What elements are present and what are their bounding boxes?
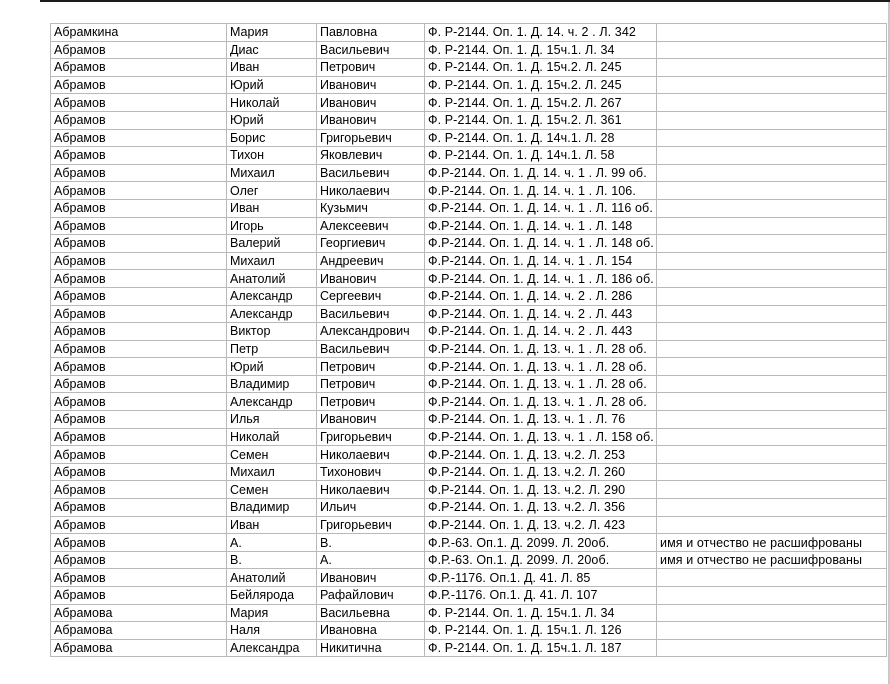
surname-cell: Абрамов bbox=[51, 305, 227, 323]
table-row bbox=[51, 164, 887, 182]
table-row bbox=[51, 199, 887, 217]
patronymic-cell: В. bbox=[317, 534, 425, 552]
patronymic-cell: Петрович bbox=[317, 375, 425, 393]
table-row bbox=[51, 41, 887, 59]
note-cell bbox=[657, 569, 887, 587]
name-cell: Валерий bbox=[227, 235, 317, 253]
surname-cell: Абрамов bbox=[51, 428, 227, 446]
archive-reference-cell: Ф.Р-2144. Оп. 1. Д. 14. ч. 2 . Л. 443 bbox=[425, 305, 657, 323]
patronymic-cell: Григорьевич bbox=[317, 516, 425, 534]
surname-cell: Абрамов bbox=[51, 446, 227, 464]
surname-cell: Абрамов bbox=[51, 147, 227, 165]
table-row bbox=[51, 639, 887, 657]
archive-reference-cell: Ф.Р.-1176. Оп.1. Д. 41. Л. 107 bbox=[425, 587, 657, 605]
patronymic-cell: Никитична bbox=[317, 639, 425, 657]
table-row bbox=[51, 358, 887, 376]
note-cell bbox=[657, 428, 887, 446]
archive-reference-cell: Ф.Р-2144. Оп. 1. Д. 14. ч. 1 . Л. 99 об. bbox=[425, 164, 657, 182]
name-cell: Игорь bbox=[227, 217, 317, 235]
patronymic-cell: Иванович bbox=[317, 111, 425, 129]
surname-cell: Абрамов bbox=[51, 235, 227, 253]
archive-reference-cell: Ф.Р.-1176. Оп.1. Д. 41. Л. 85 bbox=[425, 569, 657, 587]
note-cell bbox=[657, 252, 887, 270]
surname-cell: Абрамов bbox=[51, 182, 227, 200]
name-cell: Олег bbox=[227, 182, 317, 200]
surname-cell: Абрамов bbox=[51, 111, 227, 129]
note-cell bbox=[657, 463, 887, 481]
patronymic-cell: Григорьевич bbox=[317, 428, 425, 446]
table-row bbox=[51, 587, 887, 605]
patronymic-cell: Петрович bbox=[317, 59, 425, 77]
table-row bbox=[51, 305, 887, 323]
surname-cell: Абрамов bbox=[51, 252, 227, 270]
surname-cell: Абрамова bbox=[51, 604, 227, 622]
note-cell bbox=[657, 587, 887, 605]
note-cell bbox=[657, 59, 887, 77]
note-cell bbox=[657, 622, 887, 640]
name-cell: Юрий bbox=[227, 358, 317, 376]
table-row bbox=[51, 323, 887, 341]
surname-cell: Абрамов bbox=[51, 534, 227, 552]
table-row bbox=[51, 252, 887, 270]
patronymic-cell: Иванович bbox=[317, 569, 425, 587]
table-row bbox=[51, 375, 887, 393]
note-cell bbox=[657, 164, 887, 182]
surname-cell: Абрамов bbox=[51, 587, 227, 605]
name-cell: В. bbox=[227, 551, 317, 569]
surname-cell: Абрамов bbox=[51, 393, 227, 411]
name-cell: Тихон bbox=[227, 147, 317, 165]
archive-reference-cell: Ф. Р-2144. Оп. 1. Д. 15ч.2. Л. 267 bbox=[425, 94, 657, 112]
records-table-body bbox=[51, 24, 887, 657]
name-cell: Бейлярода bbox=[227, 587, 317, 605]
table-row bbox=[51, 147, 887, 165]
surname-cell: Абрамов bbox=[51, 323, 227, 341]
surname-cell: Абрамов bbox=[51, 287, 227, 305]
name-cell: Николай bbox=[227, 428, 317, 446]
table-row bbox=[51, 287, 887, 305]
note-cell bbox=[657, 446, 887, 464]
note-cell bbox=[657, 481, 887, 499]
archive-reference-cell: Ф.Р-2144. Оп. 1. Д. 13. ч.2. Л. 253 bbox=[425, 446, 657, 464]
table-row bbox=[51, 622, 887, 640]
patronymic-cell: Васильевна bbox=[317, 604, 425, 622]
patronymic-cell: Ивановна bbox=[317, 622, 425, 640]
patronymic-cell: Сергеевич bbox=[317, 287, 425, 305]
archive-reference-cell: Ф.Р.-63. Оп.1. Д. 2099. Л. 20об. bbox=[425, 534, 657, 552]
patronymic-cell: Тихонович bbox=[317, 463, 425, 481]
surname-cell: Абрамов bbox=[51, 217, 227, 235]
note-cell bbox=[657, 76, 887, 94]
patronymic-cell: Рафайлович bbox=[317, 587, 425, 605]
table-row bbox=[51, 604, 887, 622]
note-cell bbox=[657, 604, 887, 622]
patronymic-cell: А. bbox=[317, 551, 425, 569]
note-cell bbox=[657, 235, 887, 253]
patronymic-cell: Яковлевич bbox=[317, 147, 425, 165]
name-cell: Анатолий bbox=[227, 270, 317, 288]
name-cell: Александр bbox=[227, 393, 317, 411]
table-row bbox=[51, 446, 887, 464]
note-cell bbox=[657, 217, 887, 235]
archive-reference-cell: Ф. Р-2144. Оп. 1. Д. 14. ч. 2 . Л. 342 bbox=[425, 24, 657, 42]
note-cell bbox=[657, 411, 887, 429]
patronymic-cell: Николаевич bbox=[317, 481, 425, 499]
archive-reference-cell: Ф. Р-2144. Оп. 1. Д. 14ч.1. Л. 58 bbox=[425, 147, 657, 165]
name-cell: А. bbox=[227, 534, 317, 552]
name-cell: Иван bbox=[227, 59, 317, 77]
note-cell bbox=[657, 287, 887, 305]
table-row bbox=[51, 182, 887, 200]
surname-cell: Абрамова bbox=[51, 639, 227, 657]
patronymic-cell: Андреевич bbox=[317, 252, 425, 270]
archive-reference-cell: Ф.Р-2144. Оп. 1. Д. 13. ч. 1 . Л. 28 об. bbox=[425, 393, 657, 411]
archive-reference-cell: Ф.Р-2144. Оп. 1. Д. 13. ч.2. Л. 356 bbox=[425, 499, 657, 517]
patronymic-cell: Николаевич bbox=[317, 446, 425, 464]
archive-reference-cell: Ф.Р-2144. Оп. 1. Д. 14. ч. 1 . Л. 116 об. bbox=[425, 199, 657, 217]
archive-reference-cell: Ф.Р-2144. Оп. 1. Д. 13. ч. 1 . Л. 158 об. bbox=[425, 428, 657, 446]
name-cell: Александр bbox=[227, 287, 317, 305]
surname-cell: Абрамов bbox=[51, 94, 227, 112]
patronymic-cell: Николаевич bbox=[317, 182, 425, 200]
note-cell bbox=[657, 94, 887, 112]
top-border-line bbox=[40, 0, 890, 2]
name-cell: Владимир bbox=[227, 375, 317, 393]
name-cell: Михаил bbox=[227, 164, 317, 182]
name-cell: Иван bbox=[227, 199, 317, 217]
note-cell bbox=[657, 41, 887, 59]
note-cell bbox=[657, 305, 887, 323]
table-row bbox=[51, 428, 887, 446]
patronymic-cell: Иванович bbox=[317, 270, 425, 288]
table-row bbox=[51, 551, 887, 569]
name-cell: Мария bbox=[227, 604, 317, 622]
patronymic-cell: Григорьевич bbox=[317, 129, 425, 147]
surname-cell: Абрамов bbox=[51, 270, 227, 288]
patronymic-cell: Васильевич bbox=[317, 340, 425, 358]
note-cell bbox=[657, 111, 887, 129]
table-row bbox=[51, 534, 887, 552]
archive-reference-cell: Ф. Р-2144. Оп. 1. Д. 15ч.1. Л. 187 bbox=[425, 639, 657, 657]
name-cell: Диас bbox=[227, 41, 317, 59]
note-cell bbox=[657, 375, 887, 393]
archive-reference-cell: Ф. Р-2144. Оп. 1. Д. 15ч.1. Л. 34 bbox=[425, 604, 657, 622]
patronymic-cell: Александрович bbox=[317, 323, 425, 341]
patronymic-cell: Иванович bbox=[317, 94, 425, 112]
name-cell: Владимир bbox=[227, 499, 317, 517]
archive-reference-cell: Ф. Р-2144. Оп. 1. Д. 15ч.1. Л. 34 bbox=[425, 41, 657, 59]
name-cell: Александр bbox=[227, 305, 317, 323]
surname-cell: Абрамов bbox=[51, 375, 227, 393]
note-cell bbox=[657, 182, 887, 200]
table-row bbox=[51, 94, 887, 112]
note-cell bbox=[657, 340, 887, 358]
surname-cell: Абрамов bbox=[51, 481, 227, 499]
patronymic-cell: Петрович bbox=[317, 358, 425, 376]
name-cell: Михаил bbox=[227, 463, 317, 481]
name-cell: Михаил bbox=[227, 252, 317, 270]
archive-reference-cell: Ф.Р-2144. Оп. 1. Д. 13. ч. 1 . Л. 28 об. bbox=[425, 340, 657, 358]
name-cell: Семен bbox=[227, 481, 317, 499]
surname-cell: Абрамов bbox=[51, 59, 227, 77]
archive-reference-cell: Ф.Р-2144. Оп. 1. Д. 13. ч.2. Л. 290 bbox=[425, 481, 657, 499]
archive-reference-cell: Ф. Р-2144. Оп. 1. Д. 15ч.2. Л. 361 bbox=[425, 111, 657, 129]
archive-reference-cell: Ф.Р-2144. Оп. 1. Д. 14. ч. 1 . Л. 186 об. bbox=[425, 270, 657, 288]
note-cell bbox=[657, 393, 887, 411]
surname-cell: Абрамов bbox=[51, 499, 227, 517]
archive-reference-cell: Ф.Р-2144. Оп. 1. Д. 13. ч. 1 . Л. 28 об. bbox=[425, 358, 657, 376]
surname-cell: Абрамов bbox=[51, 463, 227, 481]
patronymic-cell: Васильевич bbox=[317, 164, 425, 182]
patronymic-cell: Иванович bbox=[317, 411, 425, 429]
name-cell: Борис bbox=[227, 129, 317, 147]
records-table bbox=[50, 23, 887, 657]
table-row bbox=[51, 217, 887, 235]
surname-cell: Абрамкина bbox=[51, 24, 227, 42]
table-row bbox=[51, 235, 887, 253]
note-cell: имя и отчество не расшифрованы bbox=[657, 534, 887, 552]
archive-reference-cell: Ф.Р.-63. Оп.1. Д. 2099. Л. 20об. bbox=[425, 551, 657, 569]
name-cell: Юрий bbox=[227, 76, 317, 94]
surname-cell: Абрамов bbox=[51, 569, 227, 587]
note-cell: имя и отчество не расшифрованы bbox=[657, 551, 887, 569]
table-row bbox=[51, 499, 887, 517]
patronymic-cell: Васильевич bbox=[317, 41, 425, 59]
table-row bbox=[51, 59, 887, 77]
table-row bbox=[51, 24, 887, 42]
archive-reference-cell: Ф.Р-2144. Оп. 1. Д. 14. ч. 1 . Л. 154 bbox=[425, 252, 657, 270]
table-row bbox=[51, 463, 887, 481]
patronymic-cell: Ильич bbox=[317, 499, 425, 517]
name-cell: Наля bbox=[227, 622, 317, 640]
patronymic-cell: Васильевич bbox=[317, 305, 425, 323]
surname-cell: Абрамов bbox=[51, 340, 227, 358]
note-cell bbox=[657, 499, 887, 517]
archive-reference-cell: Ф. Р-2144. Оп. 1. Д. 15ч.1. Л. 126 bbox=[425, 622, 657, 640]
archive-reference-cell: Ф.Р-2144. Оп. 1. Д. 14. ч. 2 . Л. 443 bbox=[425, 323, 657, 341]
note-cell bbox=[657, 199, 887, 217]
archive-reference-cell: Ф.Р-2144. Оп. 1. Д. 13. ч.2. Л. 423 bbox=[425, 516, 657, 534]
archive-reference-cell: Ф.Р-2144. Оп. 1. Д. 14. ч. 2 . Л. 286 bbox=[425, 287, 657, 305]
surname-cell: Абрамов bbox=[51, 41, 227, 59]
patronymic-cell: Петрович bbox=[317, 393, 425, 411]
name-cell: Петр bbox=[227, 340, 317, 358]
name-cell: Илья bbox=[227, 411, 317, 429]
surname-cell: Абрамов bbox=[51, 358, 227, 376]
archive-reference-cell: Ф.Р-2144. Оп. 1. Д. 14. ч. 1 . Л. 148 bbox=[425, 217, 657, 235]
surname-cell: Абрамова bbox=[51, 622, 227, 640]
name-cell: Семен bbox=[227, 446, 317, 464]
name-cell: Николай bbox=[227, 94, 317, 112]
surname-cell: Абрамов bbox=[51, 76, 227, 94]
patronymic-cell: Иванович bbox=[317, 76, 425, 94]
patronymic-cell: Павловна bbox=[317, 24, 425, 42]
patronymic-cell: Кузьмич bbox=[317, 199, 425, 217]
surname-cell: Абрамов bbox=[51, 516, 227, 534]
table-row bbox=[51, 411, 887, 429]
name-cell: Мария bbox=[227, 24, 317, 42]
name-cell: Анатолий bbox=[227, 569, 317, 587]
surname-cell: Абрамов bbox=[51, 129, 227, 147]
note-cell bbox=[657, 24, 887, 42]
surname-cell: Абрамов bbox=[51, 411, 227, 429]
note-cell bbox=[657, 639, 887, 657]
archive-reference-cell: Ф.Р-2144. Оп. 1. Д. 13. ч.2. Л. 260 bbox=[425, 463, 657, 481]
archive-reference-cell: Ф.Р-2144. Оп. 1. Д. 13. ч. 1 . Л. 76 bbox=[425, 411, 657, 429]
archive-reference-cell: Ф. Р-2144. Оп. 1. Д. 14ч.1. Л. 28 bbox=[425, 129, 657, 147]
patronymic-cell: Алексеевич bbox=[317, 217, 425, 235]
note-cell bbox=[657, 323, 887, 341]
surname-cell: Абрамов bbox=[51, 199, 227, 217]
table-row bbox=[51, 111, 887, 129]
table-row bbox=[51, 569, 887, 587]
table-row bbox=[51, 516, 887, 534]
note-cell bbox=[657, 270, 887, 288]
patronymic-cell: Георгиевич bbox=[317, 235, 425, 253]
table-row bbox=[51, 129, 887, 147]
note-cell bbox=[657, 516, 887, 534]
name-cell: Виктор bbox=[227, 323, 317, 341]
surname-cell: Абрамов bbox=[51, 164, 227, 182]
name-cell: Иван bbox=[227, 516, 317, 534]
table-row bbox=[51, 393, 887, 411]
name-cell: Александра bbox=[227, 639, 317, 657]
note-cell bbox=[657, 129, 887, 147]
name-cell: Юрий bbox=[227, 111, 317, 129]
table-row bbox=[51, 481, 887, 499]
note-cell bbox=[657, 147, 887, 165]
surname-cell: Абрамов bbox=[51, 551, 227, 569]
note-cell bbox=[657, 358, 887, 376]
table-row bbox=[51, 340, 887, 358]
archive-reference-cell: Ф.Р-2144. Оп. 1. Д. 14. ч. 1 . Л. 148 об. bbox=[425, 235, 657, 253]
archive-reference-cell: Ф.Р-2144. Оп. 1. Д. 14. ч. 1 . Л. 106. bbox=[425, 182, 657, 200]
archive-reference-cell: Ф. Р-2144. Оп. 1. Д. 15ч.2. Л. 245 bbox=[425, 59, 657, 77]
table-row bbox=[51, 270, 887, 288]
table-row bbox=[51, 76, 887, 94]
archive-reference-cell: Ф.Р-2144. Оп. 1. Д. 13. ч. 1 . Л. 28 об. bbox=[425, 375, 657, 393]
archive-reference-cell: Ф. Р-2144. Оп. 1. Д. 15ч.2. Л. 245 bbox=[425, 76, 657, 94]
